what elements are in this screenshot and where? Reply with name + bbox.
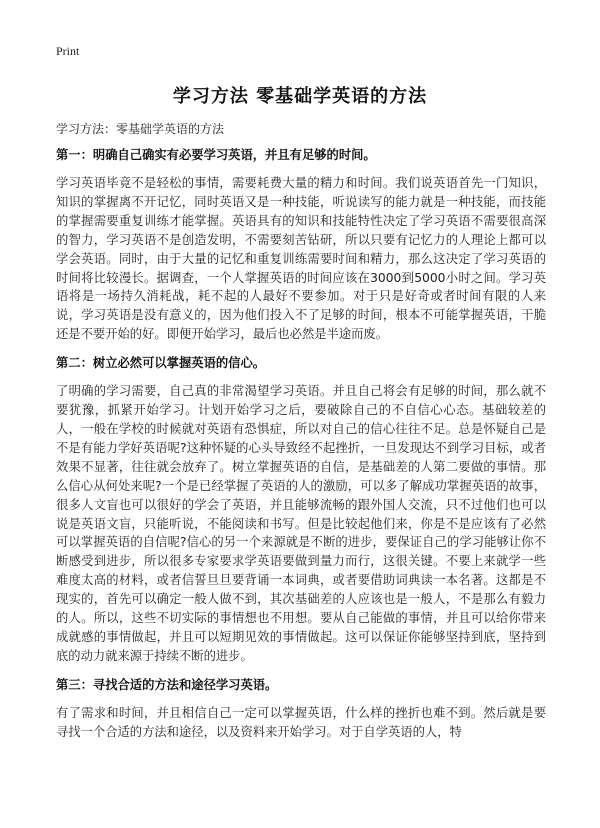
section-paragraph-2: 了明确的学习需要，自己真的非常渴望学习英语。并且自己将会有足够的时间，那么就不要犹豫，抓紧开始学习。计划开始学习之后，要破除自己的不自信心心态。基础较差的人，一般在学校的时候就对英语有恐惧症，所以对自己的信心往往不足。总是怀疑自己是不是有能力学好英语呢?这种怀疑的心头导致经不起挫折，一旦发现达不到学习目标，或者效果不显著，往往就会放弃了。树立掌握英语的自信，是基础差的人第二要做的事情。那么信心从何处来呢?一个是已经掌握了英语的人的激励，可以多了解成功掌握英语的故事，很多人文盲也可以很好的学会了英语，并且能够流畅的跟外国人交流，只不过他们也可以说是英语文盲，只能听说，不能阅读和书写。但是比较起他们来，你是不是应该有了必然可以掌握英语的自信呢?信心的另一个来源就是不断的进步，要保证自己的学习能够让你不断感受到进步，所以很多专家要求学英语要做到量力而行，这很关键。不要上来就学一些难度太高的材料，或者信誓旦旦要背诵一本词典，或者要借助词典读一本名著。这都是不现实的，首先可以确定一般人做不到，其次基础差的人应该也是一般人，不是那么有毅力的人。所以，这些不切实际的事情想也不用想。要从自己能做的事情，并且可以给你带来成就感的事情做起，并且可以短期见效的事情做起。这可以保证你能够坚持到底，坚持到底的动力就来源于持续不断的进步。 <box>56 384 546 663</box>
article-body <box>56 146 546 752</box>
section-heading-1: 第一：明确自己确实有必要学习英语，并且有足够的时间。 <box>56 148 376 162</box>
article-subtitle: 学习方法：零基础学英语的方法 <box>56 122 225 136</box>
section-paragraph-1: 学习英语毕竟不是轻松的事情，需要耗费大量的精力和时间。我们说英语首先一门知识，知识的掌握离不开记忆，同时英语又是一种技能，听说读写的能力就是一种技能，而技能的掌握需要重复训练才能掌握。英语具有的知识和技能特性决定了学习英语不需要很高深的智力，学习英语不是创造发明，不需要刻苦钻研，所以只要有记忆力的人理论上都可以学会英语。同时，由于大量的记忆和重复训练需要时间和精力，那么这决定了学习英语的时间将比较漫长。据调查，一个人掌握英语的时间应该在3000到5000小时之间。学习英语将是一场持久消耗战，耗不起的人最好不要参加。对于只是好奇或者时间有限的人来说，学习英语是没有意义的，因为他们投入不了足够的时间，根本不可能掌握英语，干脆还是不要开始的好。即便开始学习，最后也必然是半途而废。 <box>56 176 546 342</box>
print-link[interactable]: Print <box>56 44 80 58</box>
page-title: 学习方法 零基础学英语的方法 <box>172 86 428 107</box>
section-heading-2: 第二：树立必然可以掌握英语的信心。 <box>56 356 266 371</box>
section-paragraph-3: 有了需求和时间，并且相信自己一定可以掌握英语，什么样的挫折也难不到。然后就是要寻找一个合适的方法和途径，以及资料来开始学习。对于自学英语的人，特 <box>56 705 546 739</box>
section-heading-3: 第三：寻找合适的方法和途径学习英语。 <box>56 677 278 692</box>
